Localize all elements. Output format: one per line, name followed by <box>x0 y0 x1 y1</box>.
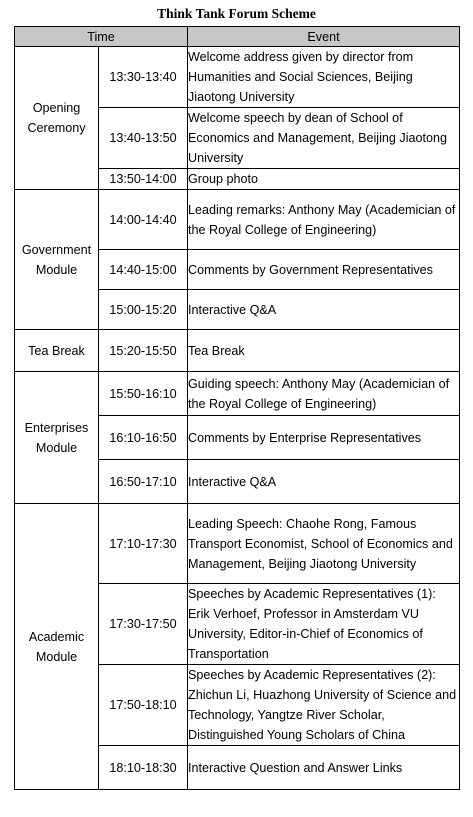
module-tea-break: Tea Break <box>15 330 99 372</box>
time-cell: 16:50-17:10 <box>99 460 188 504</box>
time-cell: 16:10-16:50 <box>99 416 188 460</box>
time-cell: 15:00-15:20 <box>99 290 188 330</box>
module-opening-ceremony: Opening Ceremony <box>15 47 99 190</box>
time-cell: 17:50-18:10 <box>99 665 188 746</box>
time-cell: 14:40-15:00 <box>99 250 188 290</box>
event-cell: Leading remarks: Anthony May (Academician of the Royal College of Engineering) <box>188 190 460 250</box>
table-row <box>15 372 460 416</box>
table-row <box>15 47 460 108</box>
time-cell: 15:50-16:10 <box>99 372 188 416</box>
time-cell: 13:30-13:40 <box>99 47 188 108</box>
time-cell: 13:50-14:00 <box>99 169 188 190</box>
table-header-row <box>15 27 460 47</box>
event-cell: Leading Speech: Chaohe Rong, Famous Transport Economist, School of Economics and Management, Beijing Jiaotong University <box>188 504 460 584</box>
module-government: Government Module <box>15 190 99 330</box>
table-row <box>15 330 460 372</box>
event-cell: Speeches by Academic Representatives (2): Zhichun Li, Huazhong University of Science and Technology, Yangtze River Scholar, Distinguished Young Scholars of China <box>188 665 460 746</box>
schedule-table <box>14 26 460 790</box>
time-cell: 14:00-14:40 <box>99 190 188 250</box>
page-title: Think Tank Forum Scheme <box>157 6 316 21</box>
time-cell: 17:10-17:30 <box>99 504 188 584</box>
time-cell: 13:40-13:50 <box>99 108 188 169</box>
event-cell: Comments by Enterprise Representatives <box>188 416 460 460</box>
event-cell: Guiding speech: Anthony May (Academician of the Royal College of Engineering) <box>188 372 460 416</box>
header-time: Time <box>15 27 188 47</box>
event-cell: Interactive Question and Answer Links <box>188 746 460 790</box>
module-academic: Academic Module <box>15 504 99 790</box>
event-cell: Welcome speech by dean of School of Economics and Management, Beijing Jiaotong University <box>188 108 460 169</box>
event-cell: Comments by Government Representatives <box>188 250 460 290</box>
time-cell: 15:20-15:50 <box>99 330 188 372</box>
time-cell: 17:30-17:50 <box>99 584 188 665</box>
event-cell: Interactive Q&A <box>188 290 460 330</box>
event-cell: Speeches by Academic Representatives (1): Erik Verhoef, Professor in Amsterdam VU University, Editor-in-Chief of Economics of Transportation <box>188 584 460 665</box>
event-cell: Tea Break <box>188 330 460 372</box>
event-cell: Group photo <box>188 169 460 190</box>
event-cell: Interactive Q&A <box>188 460 460 504</box>
table-row <box>15 190 460 250</box>
event-cell: Welcome address given by director from Humanities and Social Sciences, Beijing Jiaotong University <box>188 47 460 108</box>
time-cell: 18:10-18:30 <box>99 746 188 790</box>
header-event: Event <box>188 27 460 47</box>
module-enterprises: Enterprises Module <box>15 372 99 504</box>
table-row <box>15 504 460 584</box>
